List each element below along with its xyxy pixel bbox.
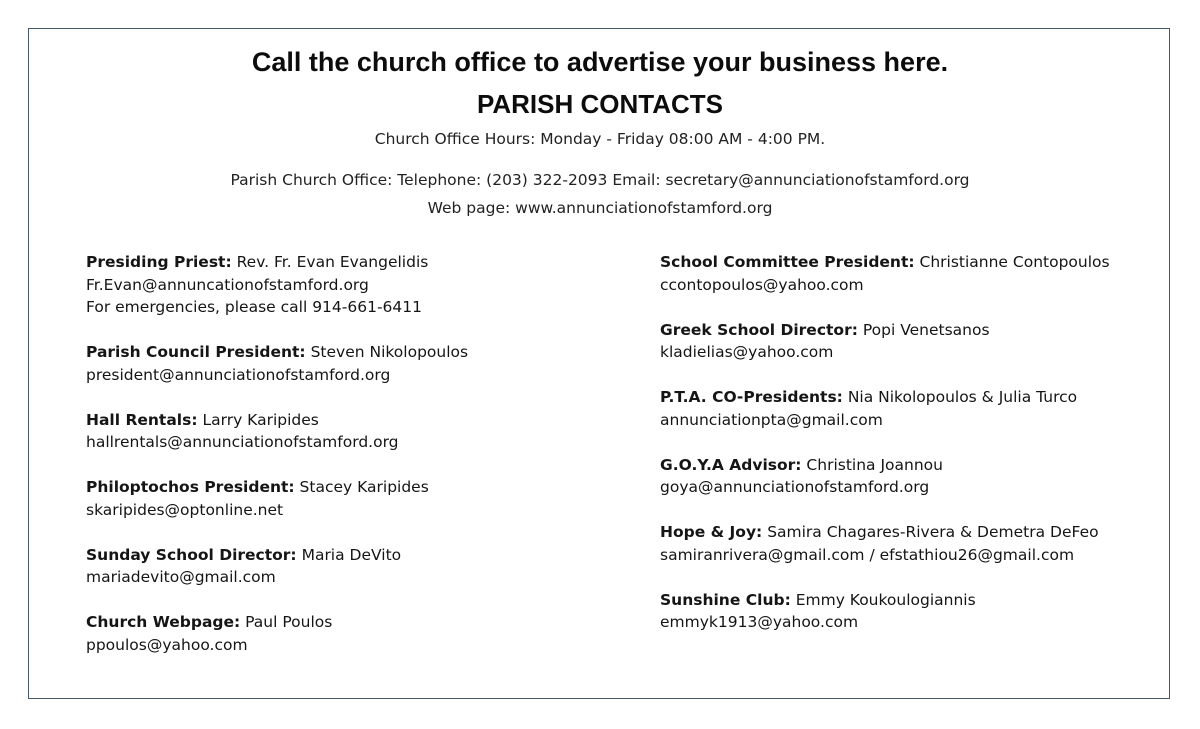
contact-email[interactable]: Fr.Evan@annuncationofstamford.org: [86, 275, 369, 294]
contact-name: Maria DeVito: [296, 545, 402, 564]
contact-role: Sunshine Club:: [660, 590, 791, 609]
contact-goya-advisor: [660, 454, 1180, 499]
contact-role: P.T.A. CO-Presidents:: [660, 388, 843, 406]
contacts-right-column: [660, 251, 1180, 656]
contact-name: Nia Nikolopoulos & Julia Turco: [842, 388, 1078, 406]
contact-role: G.O.Y.A Advisor:: [660, 455, 802, 474]
contact-email[interactable]: ccontopoulos@yahoo.com: [660, 275, 864, 294]
office-contact-line: Parish Church Office: Telephone: (203) 322-2093 Email: secretary@annunciationofstamford.org: [230, 171, 970, 189]
contact-church-webpage: [86, 611, 606, 656]
contact-role: Presiding Priest:: [86, 253, 232, 271]
contact-email[interactable]: samiranrivera@gmail.com / efstathiou26@gmail.com: [660, 545, 1075, 564]
contact-name: Paul Poulos: [240, 613, 333, 631]
contact-name: Larry Karipides: [197, 410, 319, 429]
contact-role: Church Webpage:: [86, 613, 241, 631]
contact-email[interactable]: president@annunciationofstamford.org: [86, 365, 391, 384]
contact-sunday-school-director: [86, 544, 606, 589]
contact-email[interactable]: annunciationpta@gmail.com: [660, 410, 883, 429]
contact-philoptochos-president: [86, 476, 606, 521]
contact-role: Hall Rentals:: [86, 410, 198, 429]
contact-email[interactable]: hallrentals@annunciationofstamford.org: [86, 433, 399, 451]
emergency-phone-note: For emergencies, please call 914-661-6411: [86, 298, 422, 316]
contact-name: Popi Venetsanos: [857, 320, 990, 339]
contact-greek-school-director: [660, 319, 1180, 364]
contact-role: Parish Council President:: [86, 343, 306, 361]
contact-parish-council-president: [86, 341, 606, 386]
office-hours: Church Office Hours: Monday - Friday 08:00 AM - 4:00 PM.: [374, 130, 826, 148]
contact-name: Christianne Contopoulos: [914, 253, 1110, 271]
contact-role: Hope & Joy:: [660, 523, 763, 541]
contact-name: Rev. Fr. Evan Evangelidis: [231, 253, 429, 271]
contact-role: School Committee President:: [660, 253, 915, 271]
contact-email[interactable]: goya@annunciationofstamford.org: [660, 478, 930, 496]
contact-name: Christina Joannou: [801, 455, 943, 474]
contact-role: Philoptochos President:: [86, 478, 295, 496]
contact-email[interactable]: kladielias@yahoo.com: [660, 343, 834, 361]
contact-school-committee-president: [660, 251, 1180, 296]
contact-hope-and-joy: [660, 521, 1180, 566]
contact-email[interactable]: emmyk1913@yahoo.com: [660, 613, 859, 631]
contact-sunshine-club: [660, 589, 1180, 634]
contact-pta-co-presidents: [660, 386, 1180, 431]
contact-role: Sunday School Director:: [86, 545, 297, 564]
contact-email[interactable]: ppoulos@yahoo.com: [86, 635, 248, 654]
contact-name: Samira Chagares-Rivera & Demetra DeFeo: [762, 523, 1099, 541]
contact-role: Greek School Director:: [660, 320, 858, 339]
contact-email[interactable]: skaripides@optonline.net: [86, 500, 284, 519]
contact-name: Steven Nikolopoulos: [305, 343, 469, 361]
advertise-headline: Call the church office to advertise your business here.: [251, 47, 949, 77]
page-title: PARISH CONTACTS: [476, 89, 724, 119]
web-page-line: Web page: www.annunciationofstamford.org: [427, 199, 773, 217]
contact-name: Stacey Karipides: [294, 478, 429, 496]
contact-presiding-priest: [86, 251, 606, 319]
contacts-left-column: [86, 251, 606, 679]
contact-email[interactable]: mariadevito@gmail.com: [86, 568, 276, 586]
contact-hall-rentals: [86, 409, 606, 454]
contact-name: Emmy Koukoulogiannis: [790, 590, 976, 609]
